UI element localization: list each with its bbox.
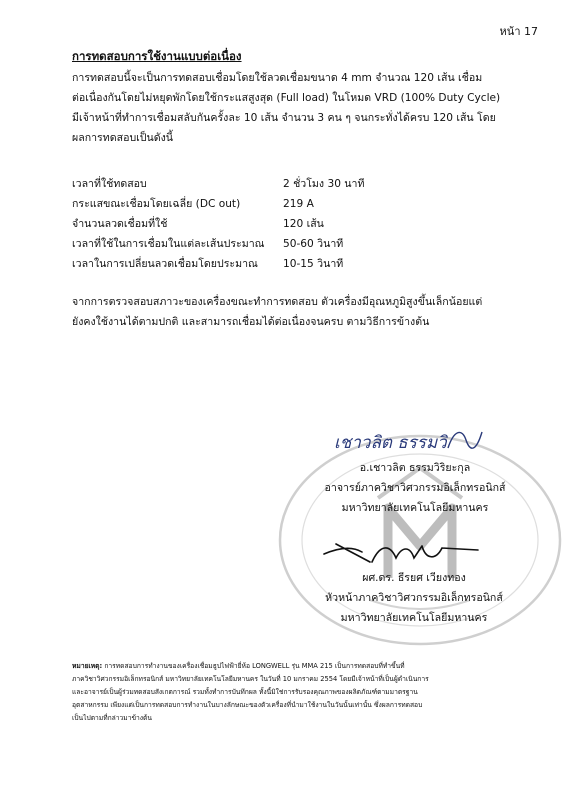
footnote-line [72,660,532,673]
result-label: เวลาที่ใช้ในการเชื่อมในแต่ละเส้นประมาณ [72,238,265,250]
result-value: 120 เส้น [283,218,324,230]
intro-line: ผลการทดสอบเป็นดังนี้ [72,132,174,144]
result-row [72,254,492,274]
signer-1-name: อ.เชาวลิต ธรรมวิริยะกุล [359,462,471,474]
test-results [72,174,492,274]
footnote-line: เป็นไปตามที่กล่าวมาข้างต้น [72,714,152,722]
signer-1-title: อาจารย์ภาควิชาวิศวกรรมอิเล็กทรอนิกส์ [324,482,506,494]
section-title: การทดสอบการใช้งานแบบต่อเนื่อง [72,49,242,63]
result-value: 50-60 วินาที [283,238,344,250]
signer-2-org: มหาวิทยาลัยเทคโนโลยีมหานคร [340,612,488,624]
result-row [72,234,492,254]
conclusion-line: จากการตรวจสอบสภาวะของเครื่องขณะทำการทดสอบ ตัวเครื่องมีอุณหภูมิสูงขึ้นเล็กน้อยแต่ [72,296,483,308]
intro-paragraph [72,68,502,148]
intro-line: มีเจ้าหน้าที่ทำการเชื่อมสลับกันครั้งละ 10 เส้น จำนวน 3 คน ๆ จนกระทั่งได้ครบ 120 เส้น โดย [72,112,496,124]
footnote-lead: หมายเหตุ: [72,662,103,670]
conclusion-paragraph [72,292,512,332]
result-value: 10-15 วินาที [283,258,344,270]
result-label: เวลาที่ใช้ทดสอบ [72,178,147,190]
signature-1 [330,418,490,458]
signer-2-block [298,568,530,628]
intro-line: การทดสอบนี้จะเป็นการทดสอบเชื่อมโดยใช้ลวดเชื่อมขนาด 4 mm จำนวณ 120 เส้น เชื่อม [72,72,483,84]
result-label: กระแสขณะเชื่อมโดยเฉลี่ย (DC out) [72,198,241,210]
signer-2-name: ผศ.ดร. ธีรยศ เวียงทอง [362,572,466,584]
footnote-first-line: การทดสอบการทำงานของเครื่องเชื่อมธูปไฟฟ้ายี่ห้อ LONGWELL รุ่น MMA 215 เป็นการทดสอบที่ทำขึ้นที่ [102,662,405,670]
footnote [72,660,532,725]
signature-2 [318,538,488,566]
result-row [72,194,492,214]
signer-1-block [300,458,530,518]
footnote-line: และอาจารย์เป็นผู้ร่วมทดสอบสังเกตการณ์ รวมทั้งทำการบันทึกผล ทั้งนี้มิใช่การรับรองคุณภาพของผลิตภัณฑ์ตามมาตรฐาน [72,688,418,696]
intro-line: ต่อเนื่องกันโดยไม่หยุดพักโดยใช้กระแสสูงสุด (Full load) ในโหมด VRD (100% Duty Cycle) [72,92,501,104]
result-row [72,174,492,194]
result-value: 219 A [283,198,314,210]
result-value: 2 ชั่วโมง 30 นาที [283,178,365,190]
page-number: หน้า 17 [499,25,538,38]
signer-1-org: มหาวิทยาลัยเทคโนโลยีมหานคร [341,502,489,514]
signer-2-title: หัวหน้าภาควิชาวิศวกรรมอิเล็กทรอนิกส์ [325,592,503,604]
conclusion-line: ยังคงใช้งานได้ตามปกติ และสามารถเชื่อมได้ต่อเนื่องจนครบ ตามวิธีการข้างต้น [72,316,430,328]
signature-1-text: เชาวลิต ธรรมวิ [334,433,447,453]
footnote-line: อุตสาหกรรม เพียงแต่เป็นการทดสอบการทำงานในบางลักษณะของตัวเครื่องที่นำมาใช้งานในวันนั้นเท่านั้น ซึ่งผลการทดสอบ [72,701,423,709]
footnote-line: ภาควิชาวิศวกรรมอิเล็กทรอนิกส์ มหาวิทยาลัยเทคโนโลยีมหานคร ในวันที่ 10 มกราคม 2554 โดยมีเจ้าหน้าที่เป็นผู้ดำเนินการ [72,675,429,683]
result-label: เวลาในการเปลี่ยนลวดเชื่อมโดยประมาณ [72,258,258,270]
result-label: จำนวนลวดเชื่อมที่ใช้ [72,218,168,230]
result-row [72,214,492,234]
